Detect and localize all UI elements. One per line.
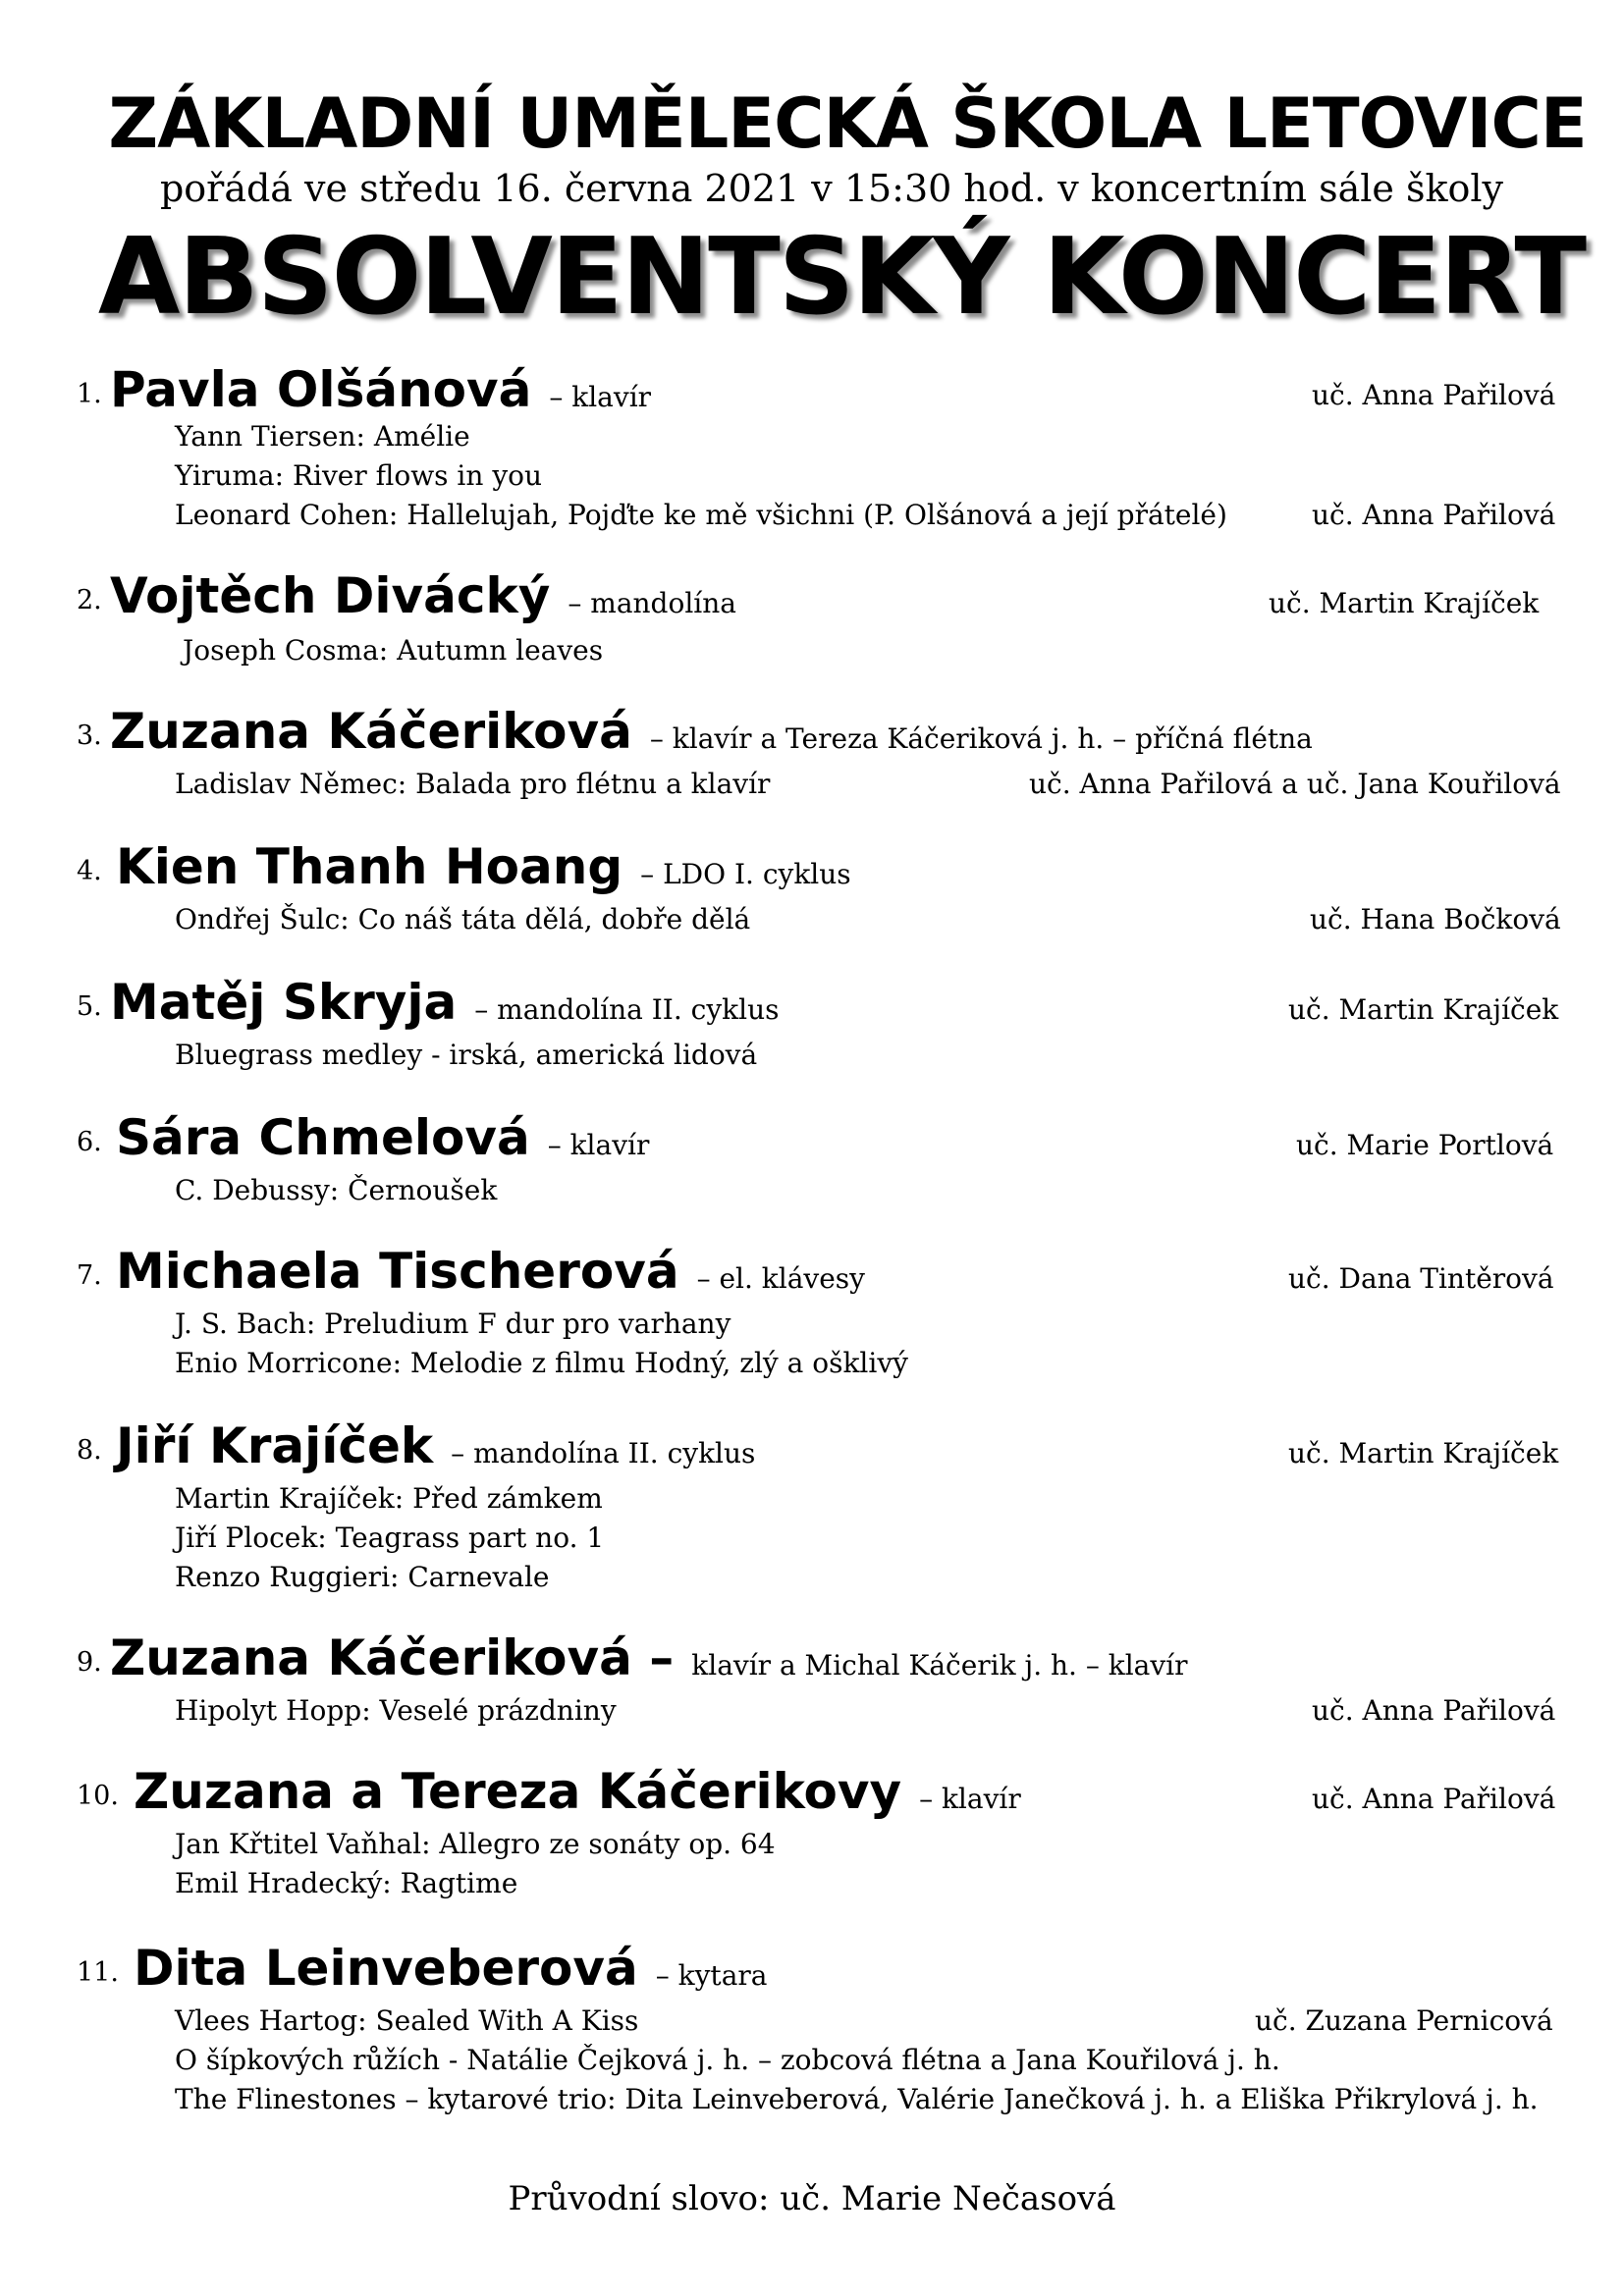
teacher: uč. Anna Pařilová [1312, 379, 1556, 411]
performer-name [110, 361, 652, 418]
performer-label: Vojtěch Divácký [110, 567, 551, 624]
teacher: uč. Dana Tintěrová [1288, 1262, 1554, 1295]
piece: Joseph Cosma: Autumn leaves [183, 634, 604, 667]
performer-name [110, 1629, 1188, 1686]
teacher: uč. Hana Bočková [1310, 903, 1561, 935]
item-number: 4. [77, 856, 102, 886]
item-number: 5. [77, 991, 102, 1022]
performer-label: Dita Leinveberová [134, 1940, 638, 1997]
performer-name [134, 1940, 768, 1997]
item-number: 1. [77, 379, 102, 409]
teacher: uč. Anna Pařilová [1312, 1783, 1556, 1815]
performer-label: Michaela Tischerová [116, 1243, 679, 1300]
item-number: 7. [77, 1260, 102, 1291]
instrument: – klavír [549, 381, 652, 413]
piece: O šípkových růžích - Natálie Čejková j. h. – zobcová flétna a Jana Kouřilová j. h. [175, 2044, 1280, 2076]
performer-name [116, 1417, 756, 1474]
performer-label: Zuzana Káčeriková [110, 703, 632, 760]
instrument: – klavír [919, 1783, 1021, 1815]
instrument: – klavír [547, 1129, 650, 1161]
teacher: uč. Anna Pařilová [1312, 1694, 1556, 1727]
piece: Emil Hradecký: Ragtime [175, 1867, 518, 1899]
teacher: uč. Martin Krajíček [1269, 587, 1540, 619]
performer-label: Matěj Skryja [110, 974, 458, 1031]
instrument: – mandolína II. cyklus [474, 993, 780, 1026]
footer-narration: Průvodní slovo: uč. Marie Nečasová [508, 2179, 1116, 2218]
instrument: – mandolína [568, 587, 736, 619]
teacher: uč. Martin Krajíček [1288, 993, 1559, 1026]
teacher: uč. Anna Pařilová [1312, 499, 1556, 531]
piece: Jiří Plocek: Teagrass part no. 1 [175, 1522, 605, 1554]
piece: Bluegrass medley - irská, americká lidová [175, 1039, 758, 1071]
teacher: uč. Martin Krajíček [1288, 1437, 1559, 1469]
piece: Yiruma: River flows in you [175, 459, 543, 492]
item-number: 6. [77, 1127, 102, 1157]
piece: Martin Krajíček: Před zámkem [175, 1482, 603, 1515]
performer-label: Zuzana Káčeriková – [110, 1629, 675, 1686]
performer-label: Sára Chmelová [116, 1109, 530, 1166]
event-details: pořádá ve středu 16. června 2021 v 15:30 hod. v koncertním sále školy [159, 167, 1504, 210]
piece: J. S. Bach: Preludium F dur pro varhany [175, 1308, 731, 1340]
item-number: 8. [77, 1435, 102, 1466]
piece: Renzo Ruggieri: Carnevale [175, 1561, 550, 1593]
instrument: – klavír a Tereza Káčeriková j. h. – příčná flétna [649, 722, 1313, 755]
piece: Ladislav Němec: Balada pro flétnu a klavír [175, 768, 771, 800]
teacher: uč. Anna Pařilová a uč. Jana Kouřilová [1029, 768, 1561, 800]
piece: Ondřej Šulc: Co náš táta dělá, dobře dělá [175, 903, 751, 935]
teacher: uč. Marie Portlová [1296, 1129, 1554, 1161]
item-number: 11. [77, 1957, 119, 1988]
item-number: 9. [77, 1647, 102, 1678]
teacher: uč. Zuzana Pernicová [1255, 2004, 1553, 2037]
piece: Vlees Hartog: Sealed With A Kiss [175, 2004, 639, 2037]
piece: C. Debussy: Černoušek [175, 1174, 498, 1206]
performer-label: Kien Thanh Hoang [116, 838, 623, 895]
performer-name [116, 1243, 865, 1300]
piece: Jan Křtitel Vaňhal: Allegro ze sonáty op. 64 [175, 1828, 776, 1860]
item-number: 3. [77, 721, 102, 751]
performer-label: Pavla Olšánová [110, 361, 532, 418]
instrument: – mandolína II. cyklus [451, 1437, 756, 1469]
performer-name [116, 1109, 650, 1166]
performer-name [110, 703, 1313, 760]
performer-name [134, 1763, 1021, 1820]
instrument: klavír a Michal Káčerik j. h. – klavír [691, 1649, 1188, 1682]
performer-name [110, 567, 736, 624]
item-number: 10. [77, 1781, 119, 1811]
piece: Hipolyt Hopp: Veselé prázdniny [175, 1694, 617, 1727]
performer-label: Jiří Krajíček [116, 1417, 434, 1474]
instrument: – el. klávesy [696, 1262, 865, 1295]
concert-title: ABSOLVENTSKÝ KONCERT [97, 216, 1586, 339]
performer-name [116, 838, 851, 895]
performer-name [110, 974, 780, 1031]
piece: Yann Tiersen: Amélie [175, 420, 470, 453]
item-number: 2. [77, 585, 102, 615]
piece: Leonard Cohen: Hallelujah, Pojďte ke mě všichni (P. Olšánová a její přátelé) [175, 499, 1227, 531]
instrument: – LDO I. cyklus [640, 858, 851, 890]
piece: The Flinestones – kytarové trio: Dita Leinveberová, Valérie Janečková j. h. a Eliška Přikrylová j. h. [175, 2083, 1539, 2115]
school-name: ZÁKLADNÍ UMĚLECKÁ ŠKOLA LETOVICE [108, 83, 1587, 164]
performer-label: Zuzana a Tereza Káčerikovy [134, 1763, 902, 1820]
instrument: – kytara [655, 1959, 768, 1992]
piece: Enio Morricone: Melodie z filmu Hodný, zlý a ošklivý [175, 1347, 908, 1379]
